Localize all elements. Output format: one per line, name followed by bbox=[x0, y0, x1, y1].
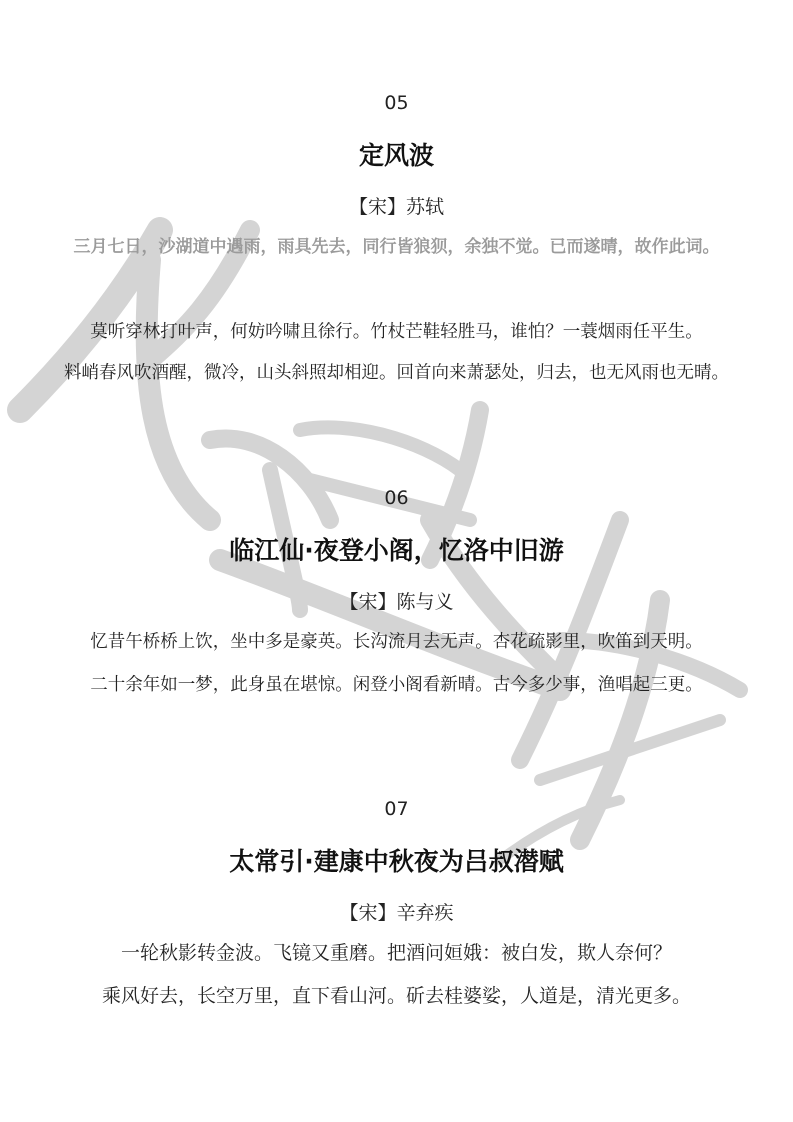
poem-number: 07 bbox=[384, 798, 409, 820]
poem-title: 临江仙·夜登小阁，忆洛中旧游 bbox=[229, 536, 564, 565]
poem-line: 莫听穿林打叶声，何妨吟啸且徐行。竹杖芒鞋轻胜马，谁怕？一蓑烟雨任平生。 bbox=[90, 322, 703, 342]
poem-author: 【宋】苏轼 bbox=[348, 196, 444, 218]
poem-line: 一轮秋影转金波。飞镜又重磨。把酒问姮娥：被白发，欺人奈何？ bbox=[120, 942, 672, 964]
poem-line: 忆昔午桥桥上饮，坐中多是豪英。长沟流月去无声。杏花疏影里，吹笛到天明。 bbox=[90, 632, 703, 652]
poem-title: 太常引·建康中秋夜为吕叔潜赋 bbox=[229, 847, 564, 876]
poem-line: 二十余年如一梦，此身虽在堪惊。闲登小阁看新晴。古今多少事，渔唱起三更。 bbox=[90, 675, 703, 695]
poem-number: 05 bbox=[384, 92, 409, 114]
poem-line: 料峭春风吹酒醒，微冷，山头斜照却相迎。回首向来萧瑟处，归去，也无风雨也无晴。 bbox=[64, 363, 729, 383]
poem-preface: 三月七日，沙湖道中遇雨，雨具先去，同行皆狼狈，余独不觉。已而遂晴，故作此词。 bbox=[73, 237, 720, 257]
poem-line: 乘风好去，长空万里，直下看山河。斫去桂婆娑，人道是，清光更多。 bbox=[101, 985, 691, 1007]
poem-author: 【宋】辛弃疾 bbox=[339, 902, 454, 924]
poem-author: 【宋】陈与义 bbox=[339, 591, 454, 613]
poem-number: 06 bbox=[384, 487, 409, 509]
poem-title: 定风波 bbox=[358, 141, 434, 170]
